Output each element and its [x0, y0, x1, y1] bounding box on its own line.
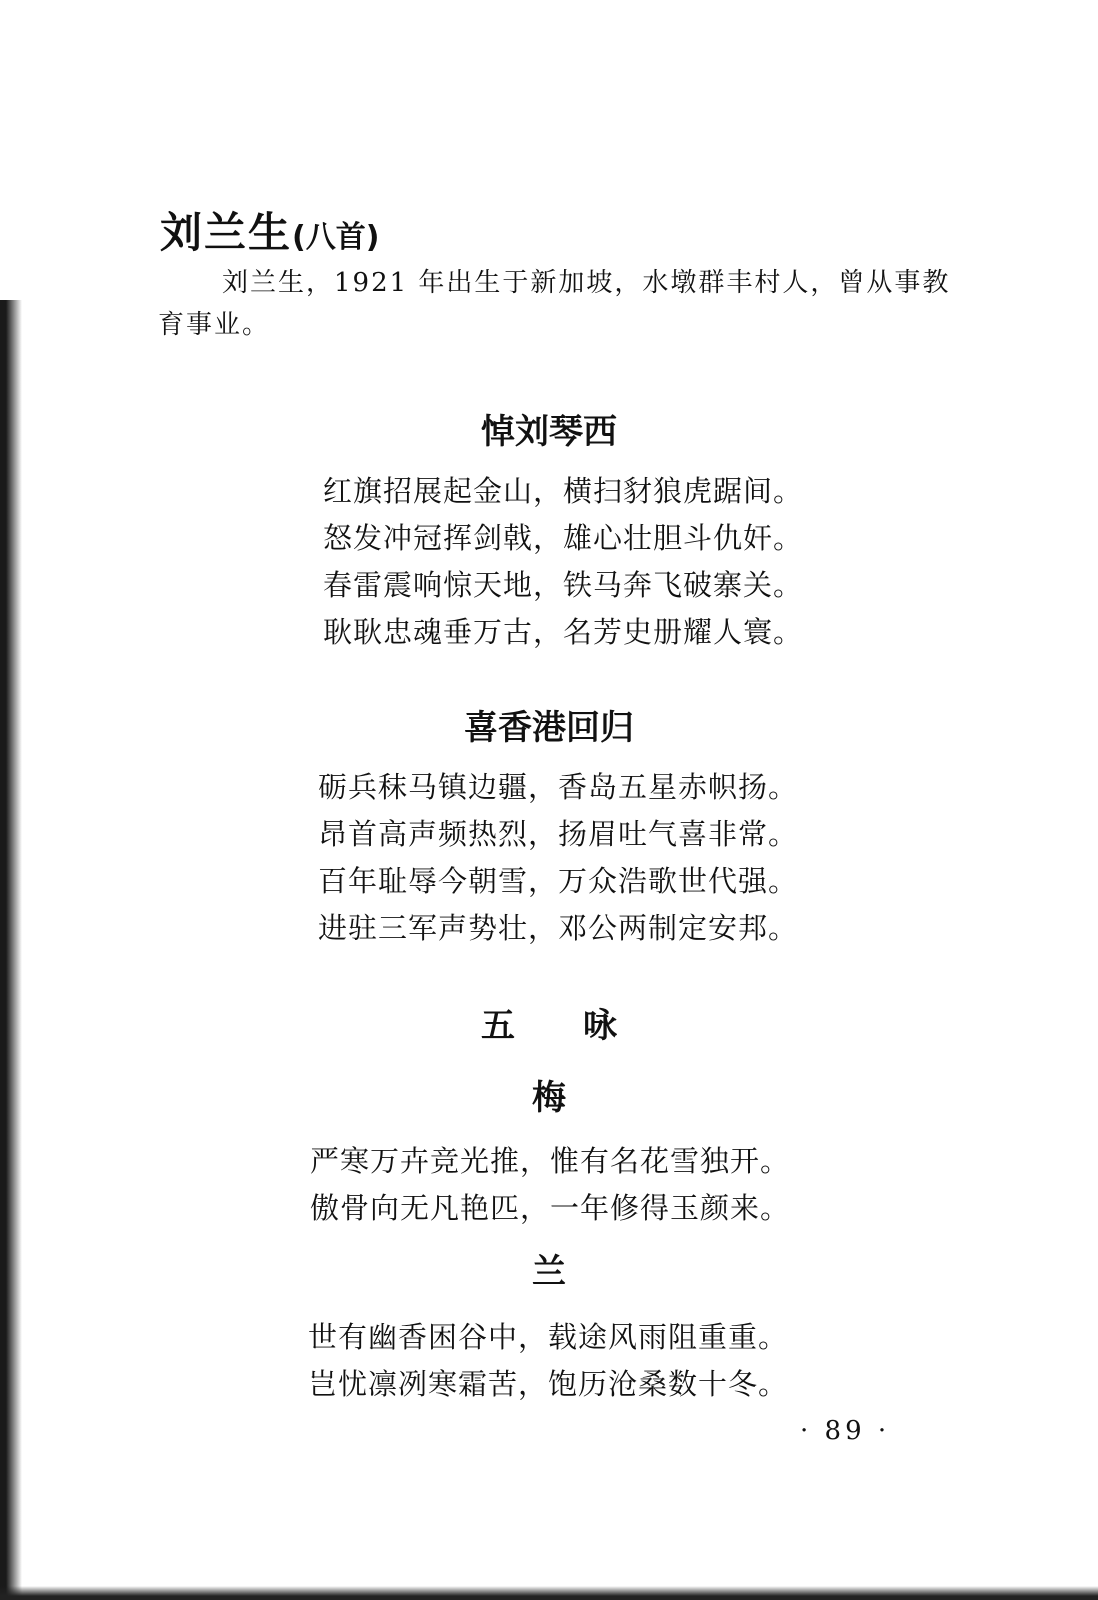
scan-edge-left	[0, 300, 22, 1600]
poem-title: 悼刘琴西	[481, 412, 617, 452]
author-bio: 刘兰生，1921 年出生于新加坡，水墩群丰村人，曾从事教育事业。	[158, 268, 951, 340]
poem-lines	[318, 764, 798, 952]
scan-edge-bottom	[0, 1586, 1098, 1600]
poem-line: 严寒万卉竞光推，惟有名花雪独开。	[310, 1144, 791, 1178]
author-heading	[160, 200, 379, 260]
series-title: 五 咏	[481, 1006, 617, 1046]
poem-line: 红旗招展起金山，横扫豺狼虎踞间。	[323, 474, 804, 508]
poem-line: 砺兵秣马镇边疆，香岛五星赤帜扬。	[318, 770, 799, 804]
poem-title: 喜香港回归	[464, 708, 634, 748]
poem-line: 怒发冲冠挥剑戟，雄心壮胆斗仇奸。	[323, 521, 804, 555]
page-number: · 89 ·	[800, 1416, 891, 1446]
poem-lines	[308, 1314, 788, 1408]
poem-line: 昂首高声频热烈，扬眉吐气喜非常。	[318, 817, 799, 851]
poem-line: 傲骨向无凡艳匹，一年修得玉颜来。	[310, 1191, 791, 1225]
poem-line: 春雷震响惊天地，铁马奔飞破寨关。	[323, 568, 804, 602]
author-name: 刘兰生	[160, 208, 293, 257]
poem-line: 耿耿忠魂垂万古，名芳史册耀人寰。	[323, 615, 804, 649]
poem-lines	[323, 468, 803, 656]
poem-lines	[310, 1138, 790, 1232]
poem-count: (八首)	[292, 220, 380, 255]
poem-line: 世有幽香困谷中，载途风雨阻重重。	[308, 1320, 789, 1354]
poem-line: 岂忧凛冽寒霜苦，饱历沧桑数十冬。	[308, 1367, 789, 1401]
poem-line: 进驻三军声势壮，邓公两制定安邦。	[318, 911, 799, 945]
poem-line: 百年耻辱今朝雪，万众浩歌世代强。	[318, 864, 799, 898]
series-subtitle: 梅	[532, 1078, 566, 1118]
series-subtitle: 兰	[532, 1252, 566, 1292]
